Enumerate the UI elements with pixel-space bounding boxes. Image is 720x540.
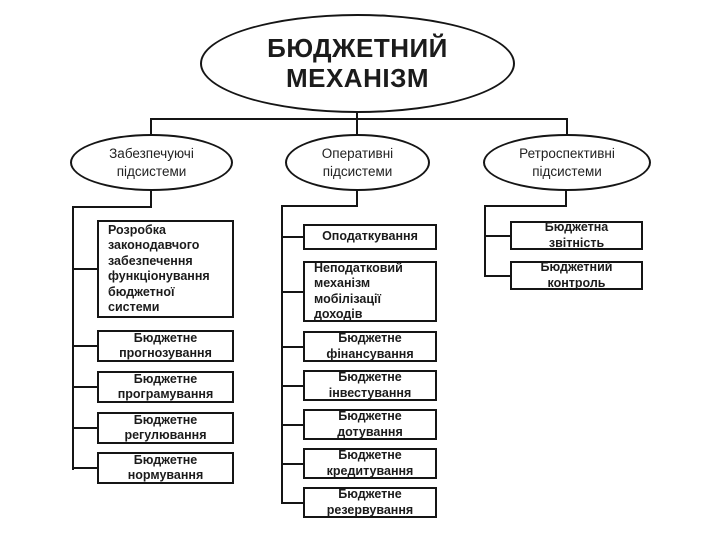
branch-ellipse-retrospective-subsystems (483, 134, 651, 191)
item-label: Бюджетне фінансування (326, 331, 414, 361)
branch-ellipse-operational-subsystems (285, 134, 430, 191)
connector-right-spine (484, 205, 486, 277)
connector-middle-stub-6 (283, 463, 303, 465)
item-label: Бюджетне регулювання (124, 412, 207, 442)
connector-middle-stub-5 (283, 424, 303, 426)
connector-left-stub-3 (74, 386, 97, 388)
connector-left-stub-1 (74, 268, 97, 270)
connector-middle-spine (281, 205, 283, 504)
root-node-budget-mechanism (200, 14, 515, 113)
connector-left-stub-2 (74, 345, 97, 347)
connector-left-stub-5 (74, 467, 97, 469)
connector-right-stub-2 (486, 275, 510, 277)
connector-left-stub-4 (74, 427, 97, 429)
item-label: Бюджетне програмування (117, 371, 214, 401)
item-label: Бюджетна звітність (544, 220, 609, 250)
item-label: Бюджетне дотування (337, 409, 403, 439)
item-label: Бюджетне інвестування (328, 370, 412, 400)
item-label: Неподатковий механізм мобілізації доходів (314, 260, 403, 321)
item-box-budget-forecasting (97, 330, 234, 362)
item-box-budget-financing (303, 331, 437, 362)
connector-middle-stub-3 (283, 346, 303, 348)
connector-left-spine (72, 206, 74, 470)
connector-branch-rail (150, 118, 568, 120)
item-label: Оподаткування (322, 229, 418, 244)
item-label: Розробка законодавчого забезпечення функціонування бюджетної системи (108, 222, 210, 314)
item-box-taxation (303, 224, 437, 250)
root-node-label: БЮДЖЕТНИЙ МЕХАНІЗМ (267, 32, 448, 93)
item-box-budget-crediting (303, 448, 437, 479)
item-box-nontax-mechanism (303, 261, 437, 322)
connector-middle-stub-2 (283, 291, 303, 293)
branch-label: Забезпечуючі підсистеми (109, 145, 194, 179)
connector-middle-elbow (281, 205, 358, 207)
item-box-budget-investing (303, 370, 437, 401)
item-box-budget-rationing (97, 452, 234, 484)
item-label: Бюджетне резервування (326, 487, 414, 517)
item-box-budget-programming (97, 371, 234, 403)
connector-right-stub-1 (486, 235, 510, 237)
branch-label: Оперативні підсистеми (321, 145, 394, 179)
branch-ellipse-providing-subsystems (70, 134, 233, 191)
connector-middle-stub-1 (283, 236, 303, 238)
item-box-budget-regulation (97, 412, 234, 444)
item-label: Бюджетне нормування (127, 452, 204, 482)
item-label: Бюджетне прогнозування (119, 330, 212, 360)
item-box-budget-reporting (510, 221, 643, 250)
item-label: Бюджетне кредитування (326, 448, 414, 478)
item-box-budget-reserving (303, 487, 437, 518)
item-box-budget-control (510, 261, 643, 290)
connector-right-elbow (484, 205, 567, 207)
connector-left-elbow (72, 206, 152, 208)
connector-middle-stub-7 (283, 502, 303, 504)
item-box-legislative-development (97, 220, 234, 318)
connector-middle-stub-4 (283, 385, 303, 387)
branch-label: Ретроспективні підсистеми (519, 145, 615, 179)
item-label: Бюджетний контроль (540, 260, 613, 290)
item-box-budget-subsidizing (303, 409, 437, 440)
